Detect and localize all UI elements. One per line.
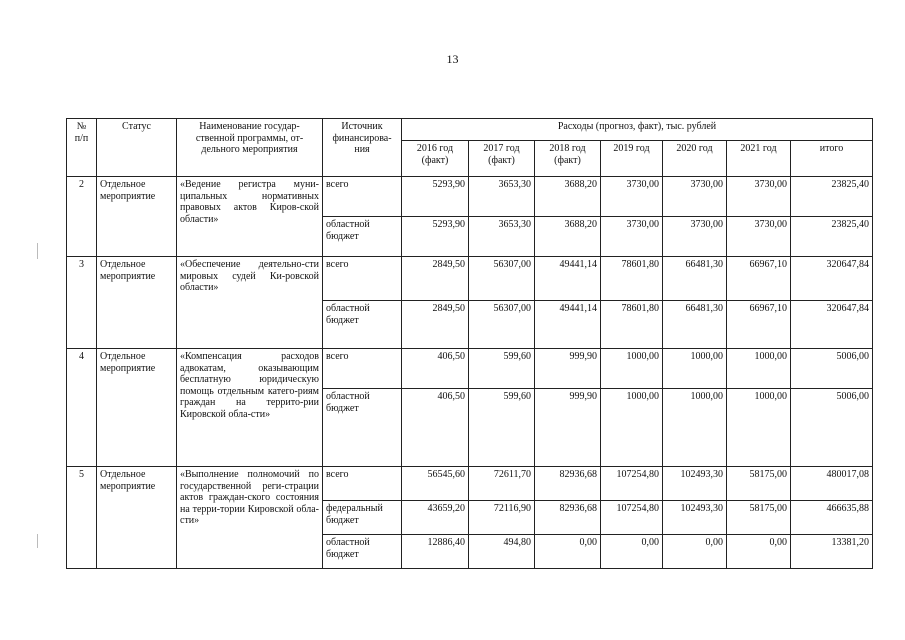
year-value: 66967,10 <box>727 301 791 349</box>
header-year: 2020 год <box>663 141 727 177</box>
year-value: 49441,14 <box>535 257 601 301</box>
funding-source: всего <box>323 467 402 501</box>
year-value: 2849,50 <box>402 257 469 301</box>
year-value: 78601,80 <box>601 301 663 349</box>
row-number: 3 <box>67 257 97 349</box>
scan-margin-mark <box>37 243 38 259</box>
header-program-name: Наименование государ-ственной программы, от-дельного мероприятия <box>177 119 323 177</box>
year-value: 58175,00 <box>727 467 791 501</box>
total-value: 466635,88 <box>791 501 873 535</box>
funding-source: областной бюджет <box>323 389 402 467</box>
header-year: 2017 год (факт) <box>469 141 535 177</box>
table-row <box>67 257 873 301</box>
total-value: 5006,00 <box>791 349 873 389</box>
funding-source: всего <box>323 257 402 301</box>
year-value: 0,00 <box>535 535 601 569</box>
year-value: 3688,20 <box>535 177 601 217</box>
funding-source: областной бюджет <box>323 535 402 569</box>
header-year: 2018 год (факт) <box>535 141 601 177</box>
year-value: 107254,80 <box>601 467 663 501</box>
table-row <box>67 349 873 389</box>
header-expenses: Расходы (прогноз, факт), тыс. рублей <box>402 119 873 141</box>
total-value: 5006,00 <box>791 389 873 467</box>
year-value: 494,80 <box>469 535 535 569</box>
year-value: 0,00 <box>663 535 727 569</box>
header-year: 2021 год <box>727 141 791 177</box>
row-program-name: «Ведение регистра муни-ципальных нормативных правовых актов Киров-ской области» <box>177 177 323 257</box>
year-value: 1000,00 <box>663 349 727 389</box>
year-value: 3653,30 <box>469 217 535 257</box>
total-value: 13381,20 <box>791 535 873 569</box>
year-value: 1000,00 <box>727 349 791 389</box>
header-source: Источник финансирова-ния <box>323 119 402 177</box>
page-number: 13 <box>446 52 459 66</box>
scan-margin-mark <box>37 534 38 548</box>
row-status: Отдельное мероприятие <box>97 349 177 467</box>
row-number: 5 <box>67 467 97 569</box>
year-value: 3730,00 <box>663 217 727 257</box>
row-status: Отдельное мероприятие <box>97 257 177 349</box>
year-value: 1000,00 <box>601 389 663 467</box>
year-value: 3730,00 <box>601 217 663 257</box>
budget-table <box>66 118 873 569</box>
header-year: итого <box>791 141 873 177</box>
header-year: 2019 год <box>601 141 663 177</box>
row-number: 2 <box>67 177 97 257</box>
year-value: 66967,10 <box>727 257 791 301</box>
total-value: 480017,08 <box>791 467 873 501</box>
row-program-name: «Компенсация расходов адвокатам, оказывающим бесплатную юридическую помощь отдельным катего-риям граждан на террито-рии Кировской обла-сти» <box>177 349 323 467</box>
year-value: 999,90 <box>535 389 601 467</box>
funding-source: всего <box>323 349 402 389</box>
year-value: 56545,60 <box>402 467 469 501</box>
year-value: 72116,90 <box>469 501 535 535</box>
funding-source: всего <box>323 177 402 217</box>
year-value: 3688,20 <box>535 217 601 257</box>
row-program-name: «Обеспечение деятельно-сти мировых судей Ки-ровской области» <box>177 257 323 349</box>
header-num: № п/п <box>67 119 97 177</box>
total-value: 320647,84 <box>791 257 873 301</box>
funding-source: областной бюджет <box>323 301 402 349</box>
year-value: 102493,30 <box>663 467 727 501</box>
year-value: 78601,80 <box>601 257 663 301</box>
total-value: 320647,84 <box>791 301 873 349</box>
year-value: 3730,00 <box>663 177 727 217</box>
year-value: 406,50 <box>402 349 469 389</box>
year-value: 999,90 <box>535 349 601 389</box>
year-value: 1000,00 <box>663 389 727 467</box>
table-header <box>67 119 873 177</box>
header-year: 2016 год (факт) <box>402 141 469 177</box>
table-row <box>67 467 873 501</box>
total-value: 23825,40 <box>791 217 873 257</box>
year-value: 56307,00 <box>469 301 535 349</box>
year-value: 43659,20 <box>402 501 469 535</box>
year-value: 0,00 <box>727 535 791 569</box>
funding-source: областной бюджет <box>323 217 402 257</box>
year-value: 82936,68 <box>535 501 601 535</box>
header-status: Статус <box>97 119 177 177</box>
year-value: 58175,00 <box>727 501 791 535</box>
year-value: 3653,30 <box>469 177 535 217</box>
year-value: 3730,00 <box>601 177 663 217</box>
year-value: 82936,68 <box>535 467 601 501</box>
year-value: 599,60 <box>469 349 535 389</box>
year-value: 66481,30 <box>663 301 727 349</box>
year-value: 49441,14 <box>535 301 601 349</box>
year-value: 0,00 <box>601 535 663 569</box>
year-value: 56307,00 <box>469 257 535 301</box>
row-status: Отдельное мероприятие <box>97 177 177 257</box>
year-value: 599,60 <box>469 389 535 467</box>
table-row <box>67 177 873 217</box>
year-value: 406,50 <box>402 389 469 467</box>
year-value: 107254,80 <box>601 501 663 535</box>
row-status: Отдельное мероприятие <box>97 467 177 569</box>
total-value: 23825,40 <box>791 177 873 217</box>
funding-source: федеральный бюджет <box>323 501 402 535</box>
row-program-name: «Выполнение полномочий по государственной реги-страции актов граждан-ского состояния на терри-тории Кировской обла-сти» <box>177 467 323 569</box>
year-value: 3730,00 <box>727 217 791 257</box>
year-value: 3730,00 <box>727 177 791 217</box>
year-value: 72611,70 <box>469 467 535 501</box>
year-value: 12886,40 <box>402 535 469 569</box>
year-value: 2849,50 <box>402 301 469 349</box>
year-value: 5293,90 <box>402 177 469 217</box>
year-value: 66481,30 <box>663 257 727 301</box>
row-number: 4 <box>67 349 97 467</box>
year-value: 102493,30 <box>663 501 727 535</box>
year-value: 1000,00 <box>601 349 663 389</box>
table-body <box>67 177 873 569</box>
year-value: 5293,90 <box>402 217 469 257</box>
year-value: 1000,00 <box>727 389 791 467</box>
